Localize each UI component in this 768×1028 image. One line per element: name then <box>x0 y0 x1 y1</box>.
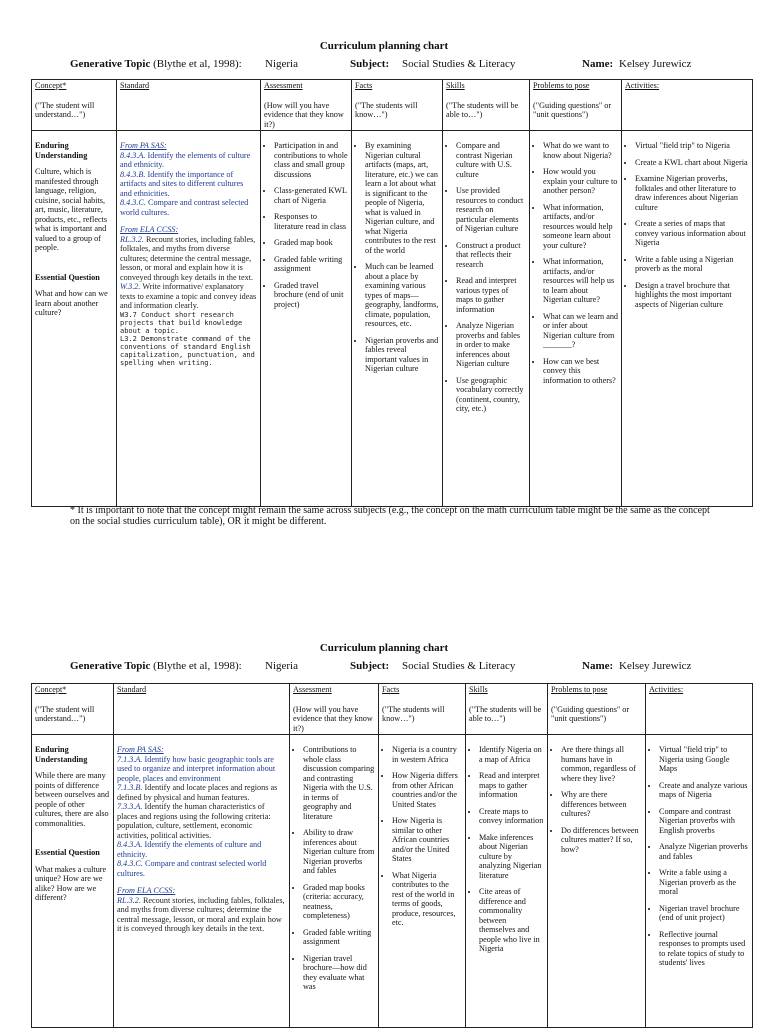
chart2-table <box>31 683 753 1028</box>
standard-cell <box>117 131 261 507</box>
list-item: • Nigerian travel brochure—how did they evaluate what was <box>303 954 375 992</box>
header-standard <box>114 684 290 735</box>
pa-sas-heading: From PA SAS: <box>117 745 164 755</box>
standard-text: Identify the human characteristics of places and regions using the following criteria: population, culture, settlement, economic activities, political activities. <box>117 802 271 840</box>
list-item: • What information, artifacts, and/or resources will help us to learn about Nigerian culture? <box>543 257 618 305</box>
list-item: • How Nigeria is similar to other African countries and/or the United States <box>392 816 462 864</box>
header-desc: ("The students will be able to…") <box>469 704 542 724</box>
chart1-title: Curriculum planning chart <box>319 40 449 52</box>
header-concept <box>32 684 114 735</box>
header-name: Problems to pose <box>551 685 608 694</box>
chart1-header-line <box>0 58 768 72</box>
list-item: • Responses to literature read in class <box>274 212 348 231</box>
standard-code: W3.7 <box>120 310 137 319</box>
problems-list <box>533 141 618 385</box>
list-item: • Ability to draw inferences about Nigerian culture from Nigerian proverbs and fables <box>303 828 375 876</box>
header-name: Concept* <box>35 81 67 90</box>
list-item: • Graded travel brochure (end of unit project) <box>274 281 348 310</box>
header-assessment <box>290 684 379 735</box>
standard-text: Recount stories, including fables, folktales, and myths from diverse cultures; determine the central message, lesson, or moral and explain how it is conveyed through key details in the text. <box>117 895 285 934</box>
standard-text: Identify how basic geographic tools are used to organize and interpret information about people, places and environment <box>117 754 276 783</box>
header-desc: (How will you have evidence that they know it?) <box>264 100 344 129</box>
activities-list <box>649 745 749 968</box>
list-item: • Compare and contrast Nigerian proverbs with English proverbs <box>659 807 749 836</box>
header-name: Assessment <box>264 81 303 90</box>
list-item: • Class-generated KWL chart of Nigeria <box>274 186 348 205</box>
skills-list <box>469 745 544 954</box>
standard-item <box>117 896 286 934</box>
chart2-name-value: Kelsey Jurewicz <box>619 660 692 672</box>
header-desc: (How will you have evidence that they know it?) <box>293 704 373 733</box>
standard-code: RL.3.2. <box>117 895 141 905</box>
chart2-generative-topic <box>70 660 242 672</box>
header-activities <box>622 80 753 131</box>
header-desc: ("The student will understand…") <box>35 704 95 724</box>
list-item: • How would you explain your culture to another person? <box>543 167 618 196</box>
header-name: Activities: <box>649 685 684 694</box>
standard-item-handwritten <box>120 311 257 335</box>
list-item: • Identify Nigeria on a map of Africa <box>479 745 544 764</box>
chart2-content-row <box>32 735 753 1028</box>
ela-ccss-heading: From ELA CCSS: <box>117 886 176 896</box>
header-concept <box>32 80 117 131</box>
list-item: • Read and interpret various types of maps to gather information <box>456 276 526 314</box>
header-name: Skills <box>469 685 488 694</box>
standard-text: Recount stories, including fables, folktales, and myths from diverse cultures; determine the central message, lesson, or moral and explain how it is conveyed through key details in the text. <box>120 234 256 282</box>
chart2-header-line <box>0 660 768 674</box>
essential-question-label: Essential Question <box>35 272 100 282</box>
list-item: • Much can be learned about a place by examining various types of maps—geography, landforms, climate, population, resources, etc. <box>365 262 439 329</box>
list-item: • Virtual "field trip" to Nigeria <box>635 141 749 151</box>
generative-topic-label: Generative Topic <box>70 660 151 672</box>
list-item: • Contributions to whole class discussion comparing and contrasting Nigeria with the U.S. in terms of geography and literature <box>303 745 375 821</box>
list-item: • Reflective journal responses to prompts used to relate topics of study to students' lives <box>659 930 749 968</box>
header-desc: ("The student will understand…") <box>35 100 95 120</box>
chart2-name-label: Name: <box>582 660 614 672</box>
chart1-footnote: * It is important to note that the concept might remain the same across subjects (e.g., the concept on the math curriculum table might be the same as the concept on the social studies curriculum table), OR it might be different. <box>70 505 710 527</box>
chart1-topic-value: Nigeria <box>265 58 298 70</box>
standard-code: RL.3.2. <box>120 234 144 244</box>
list-item: • Examine Nigerian proverbs, folktales and other literature to draw inferences about Nigerian culture <box>635 174 749 212</box>
list-item: • Why are there differences between cultures? <box>561 790 642 819</box>
standard-item <box>117 783 286 802</box>
standard-item-handwritten <box>120 335 257 367</box>
standard-code: W.3.2. <box>120 282 141 292</box>
assessment-list <box>293 745 375 992</box>
skills-list <box>446 141 526 414</box>
header-facts <box>352 80 443 131</box>
standard-item <box>120 282 257 311</box>
enduring-understanding-label: Enduring Understanding <box>35 745 88 764</box>
standard-text: Identify and locate places and regions as defined by physical and human features. <box>117 783 278 802</box>
enduring-understanding-text: Culture, which is manifested through language, religion, cuisine, social habits, art, music, literature, products, etc., reflects what is important and valued to a group of people. <box>35 167 108 253</box>
list-item: • Create maps to convey information <box>479 807 544 826</box>
problems-list <box>551 745 642 854</box>
list-item: • Create a series of maps that convey various information about Nigeria <box>635 219 749 248</box>
list-item: • Use geographic vocabulary correctly (continent, country, city, etc.) <box>456 376 526 414</box>
ela-ccss-heading: From ELA CCSS: <box>120 225 179 235</box>
list-item: • What do we want to know about Nigeria? <box>543 141 618 160</box>
standard-code: 8.4.3.C. <box>120 198 146 208</box>
essential-question-label: Essential Question <box>35 848 100 858</box>
chart1-content-row <box>32 131 753 507</box>
list-item: • Write a fable using a Nigerian proverb as the moral <box>659 868 749 897</box>
enduring-understanding-label: Enduring Understanding <box>35 141 88 160</box>
header-name: Facts <box>382 685 400 694</box>
enduring-understanding-text: While there are many points of difference between ourselves and people of other cultures, there are also commonalities. <box>35 771 110 828</box>
header-desc: ("Guiding questions" or "unit questions") <box>533 100 612 120</box>
chart1-name-label: Name: <box>582 58 614 70</box>
facts-cell <box>352 131 443 507</box>
header-desc: ("Guiding questions" or "unit questions") <box>551 704 630 724</box>
header-name: Skills <box>446 81 465 90</box>
standard-text: Demonstrate command of the conventions of standard English capitalization, punctuation, and spelling when writing. <box>120 335 255 368</box>
list-item: • Cite areas of difference and commonality between themselves and people who live in Nigeria <box>479 887 544 954</box>
chart2-header-row <box>32 684 753 735</box>
header-name: Problems to pose <box>533 81 590 90</box>
list-item: • Compare and contrast Nigerian culture with U.S. culture <box>456 141 526 179</box>
list-item: • By examining Nigerian cultural artifacts (maps, art, literature, etc.) we can learn a lot about what is significant to the people of Nigeria, what is valued in Nigerian culture, and what Nigeria contributes to the rest of the world <box>365 141 439 255</box>
list-item: • What information, artifacts, and/or resources would help someone learn about your culture? <box>543 203 618 251</box>
essential-question-text: What and how can we learn about another culture? <box>35 289 108 318</box>
chart1-subject-value: Social Studies & Literacy <box>402 58 516 70</box>
standard-item <box>117 859 286 878</box>
activities-cell <box>646 735 753 1028</box>
header-problems <box>530 80 622 131</box>
concept-cell <box>32 735 114 1028</box>
list-item: • Graded fable writing assignment <box>274 255 348 274</box>
list-item: • Make inferences about Nigerian culture by analyzing Nigerian literature <box>479 833 544 881</box>
header-desc: ("The students will know…") <box>382 704 445 724</box>
header-name: Assessment <box>293 685 332 694</box>
standard-item <box>117 840 286 859</box>
header-skills <box>443 80 530 131</box>
assessment-cell <box>261 131 352 507</box>
assessment-list <box>264 141 348 309</box>
list-item: • Nigerian proverbs and fables reveal important values in Nigerian culture <box>365 336 439 374</box>
header-name: Standard <box>120 81 150 90</box>
activities-list <box>625 141 749 309</box>
pa-sas-heading: From PA SAS: <box>120 141 167 151</box>
list-item: • Construct a product that reflects their research <box>456 241 526 270</box>
standard-item <box>117 755 286 784</box>
standard-text: Identify the elements of culture and ethnicity. <box>117 840 262 859</box>
activities-cell <box>622 131 753 507</box>
standard-code: 7.3.3.A. <box>117 802 143 812</box>
standard-code: 7.1.3.B. <box>117 783 143 793</box>
standard-code: L3.2 <box>120 335 137 344</box>
list-item: • Do differences between cultures matter? If so, how? <box>561 826 642 855</box>
list-item: • What Nigeria contributes to the rest of the world in terms of goods, produce, resources, etc. <box>392 871 462 928</box>
list-item: • Write a fable using a Nigerian proverb as the moral <box>635 255 749 274</box>
chart2-subject-value: Social Studies & Literacy <box>402 660 516 672</box>
list-item: • Analyze Nigerian proverbs and fables in order to make inferences about Nigerian culture <box>456 321 526 369</box>
list-item: • Use provided resources to conduct research on particular elements of Nigerian culture <box>456 186 526 234</box>
skills-cell <box>466 735 548 1028</box>
list-item: • Are there things all humans have in common, regardless of where they live? <box>561 745 642 783</box>
list-item: • What can we learn and or infer about Nigerian culture from _______? <box>543 312 618 350</box>
list-item: • Graded map book <box>274 238 348 248</box>
standard-cell <box>114 735 290 1028</box>
standard-item <box>120 198 257 217</box>
assessment-cell <box>290 735 379 1028</box>
header-problems <box>548 684 646 735</box>
facts-list <box>382 745 462 928</box>
standard-code: 8.4.3.B. <box>120 169 146 179</box>
chart1-generative-topic <box>70 58 242 70</box>
facts-list <box>355 141 439 374</box>
generative-topic-ref: (Blythe et al, 1998): <box>153 58 242 70</box>
header-desc: ("The students will know…") <box>355 100 418 120</box>
header-activities <box>646 684 753 735</box>
header-name: Facts <box>355 81 373 90</box>
list-item: • Create and analyze various maps of Nigeria <box>659 781 749 800</box>
header-skills <box>466 684 548 735</box>
facts-cell <box>379 735 466 1028</box>
header-name: Standard <box>117 685 147 694</box>
list-item: • Graded map books (criteria: accuracy, neatness, completeness) <box>303 883 375 921</box>
generative-topic-ref: (Blythe et al, 1998): <box>153 660 242 672</box>
standard-text: Compare and contrast selected world cultures. <box>120 198 249 217</box>
list-item: • Virtual "field trip" to Nigeria using Google Maps <box>659 745 749 774</box>
skills-cell <box>443 131 530 507</box>
list-item: • How Nigeria differs from other African countries and/or the United States <box>392 771 462 809</box>
chart2-subject-label: Subject: <box>350 660 390 672</box>
standard-item <box>120 170 257 199</box>
generative-topic-label: Generative Topic <box>70 58 151 70</box>
chart2-topic-value: Nigeria <box>265 660 298 672</box>
standard-code: 8.4.3.A. <box>120 150 146 160</box>
standard-item <box>120 235 257 283</box>
list-item: • Participation in and contributions to whole class and small group discussions <box>274 141 348 179</box>
problems-cell <box>548 735 646 1028</box>
standard-text: Identify the elements of culture and ethnicity. <box>120 150 251 170</box>
standard-code: 8.4.3.A. <box>117 840 143 850</box>
header-standard <box>117 80 261 131</box>
header-desc: ("The students will be able to…") <box>446 100 519 120</box>
header-name: Activities: <box>625 81 660 90</box>
chart1-name-value: Kelsey Jurewicz <box>619 58 692 70</box>
list-item: • How can we best convey this information to others? <box>543 357 618 386</box>
standard-code: 7.1.3.A. <box>117 754 143 764</box>
chart2-title: Curriculum planning chart <box>319 642 449 654</box>
chart1-subject-label: Subject: <box>350 58 390 70</box>
concept-cell <box>32 131 117 507</box>
standard-code: 8.4.3.C. <box>117 859 143 869</box>
standard-text: Conduct short research projects that build knowledge about a topic. <box>120 310 243 336</box>
standard-text: Identify the importance of artifacts and sites to different cultures and ethnicities. <box>120 169 244 198</box>
header-facts <box>379 684 466 735</box>
standard-item <box>117 802 286 840</box>
list-item: • Design a travel brochure that highlights the most important aspects of Nigerian culture <box>635 281 749 310</box>
essential-question-text: What makes a culture unique? How are we alike? How are we different? <box>35 864 107 903</box>
list-item: • Analyze Nigerian proverbs and fables <box>659 842 749 861</box>
standard-text: Compare and contrast selected world cultures. <box>117 859 267 878</box>
list-item: • Read and interpret maps to gather information <box>479 771 544 800</box>
list-item: • Nigeria is a country in western Africa <box>392 745 462 764</box>
standard-text: Write informative/ explanatory texts to examine a topic and convey ideas and information clearly. <box>120 282 257 311</box>
header-assessment <box>261 80 352 131</box>
problems-cell <box>530 131 622 507</box>
header-name: Concept* <box>35 685 67 694</box>
list-item: • Create a KWL chart about Nigeria <box>635 158 749 168</box>
chart1-header-row <box>32 80 753 131</box>
list-item: • Nigerian travel brochure (end of unit project) <box>659 904 749 923</box>
list-item: • Graded fable writing assignment <box>303 928 375 947</box>
chart1-table <box>31 79 753 507</box>
standard-item <box>120 151 257 170</box>
